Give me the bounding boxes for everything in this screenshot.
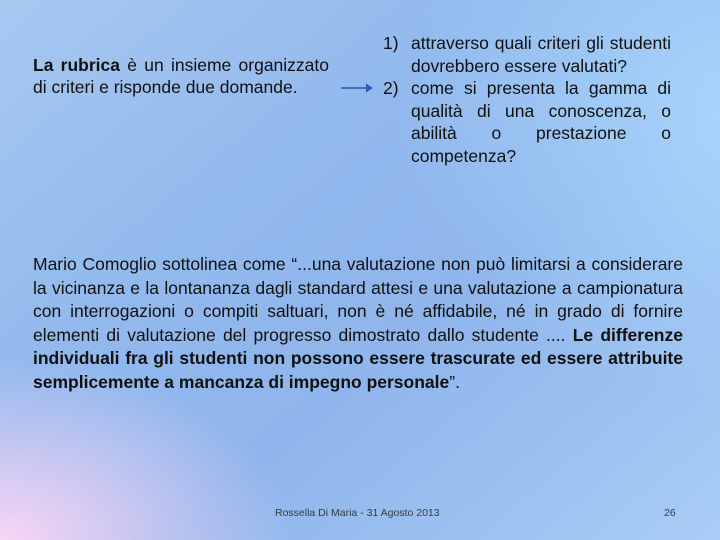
intro-rest: è un insieme organizzato di criteri e risponde due domande. <box>33 55 329 97</box>
question-item <box>383 77 671 167</box>
arrow-right-icon <box>340 82 374 94</box>
question-number: 2) <box>383 78 399 98</box>
intro-text <box>33 54 329 98</box>
quote-text: Mario Comoglio sottolinea come “...una valutazione non può limitarsi a considerare la vicinanza e la lontananza dagli standard attesi e una valutazione a campionatura con interrogazioni o compiti saltuari, non è né affidabile, né in grado di fornire elementi di valutazione del progresso dimostrato dallo studente .... <box>33 254 683 345</box>
question-item <box>383 32 671 77</box>
footer-author: Rossella Di Maria - 31 Agosto 2013 <box>275 507 440 519</box>
page-number: 26 <box>664 507 676 519</box>
quote-closing: ”. <box>449 371 460 392</box>
quote-bold-text: Le differenze individuali fra gli studenti non possono essere trascurate ed essere attribuite semplicemente a mancanza di impegno personale <box>33 324 683 392</box>
question-text: attraverso quali criteri gli studenti dovrebbero essere valutati? <box>411 33 671 76</box>
quote-paragraph <box>33 253 683 394</box>
question-text: come si presenta la gamma di qualità di una conoscenza, o abilità o prestazione o competenza? <box>411 78 671 166</box>
questions-list <box>383 32 671 167</box>
intro-bold-term: La rubrica <box>33 55 121 75</box>
question-number: 1) <box>383 33 399 53</box>
